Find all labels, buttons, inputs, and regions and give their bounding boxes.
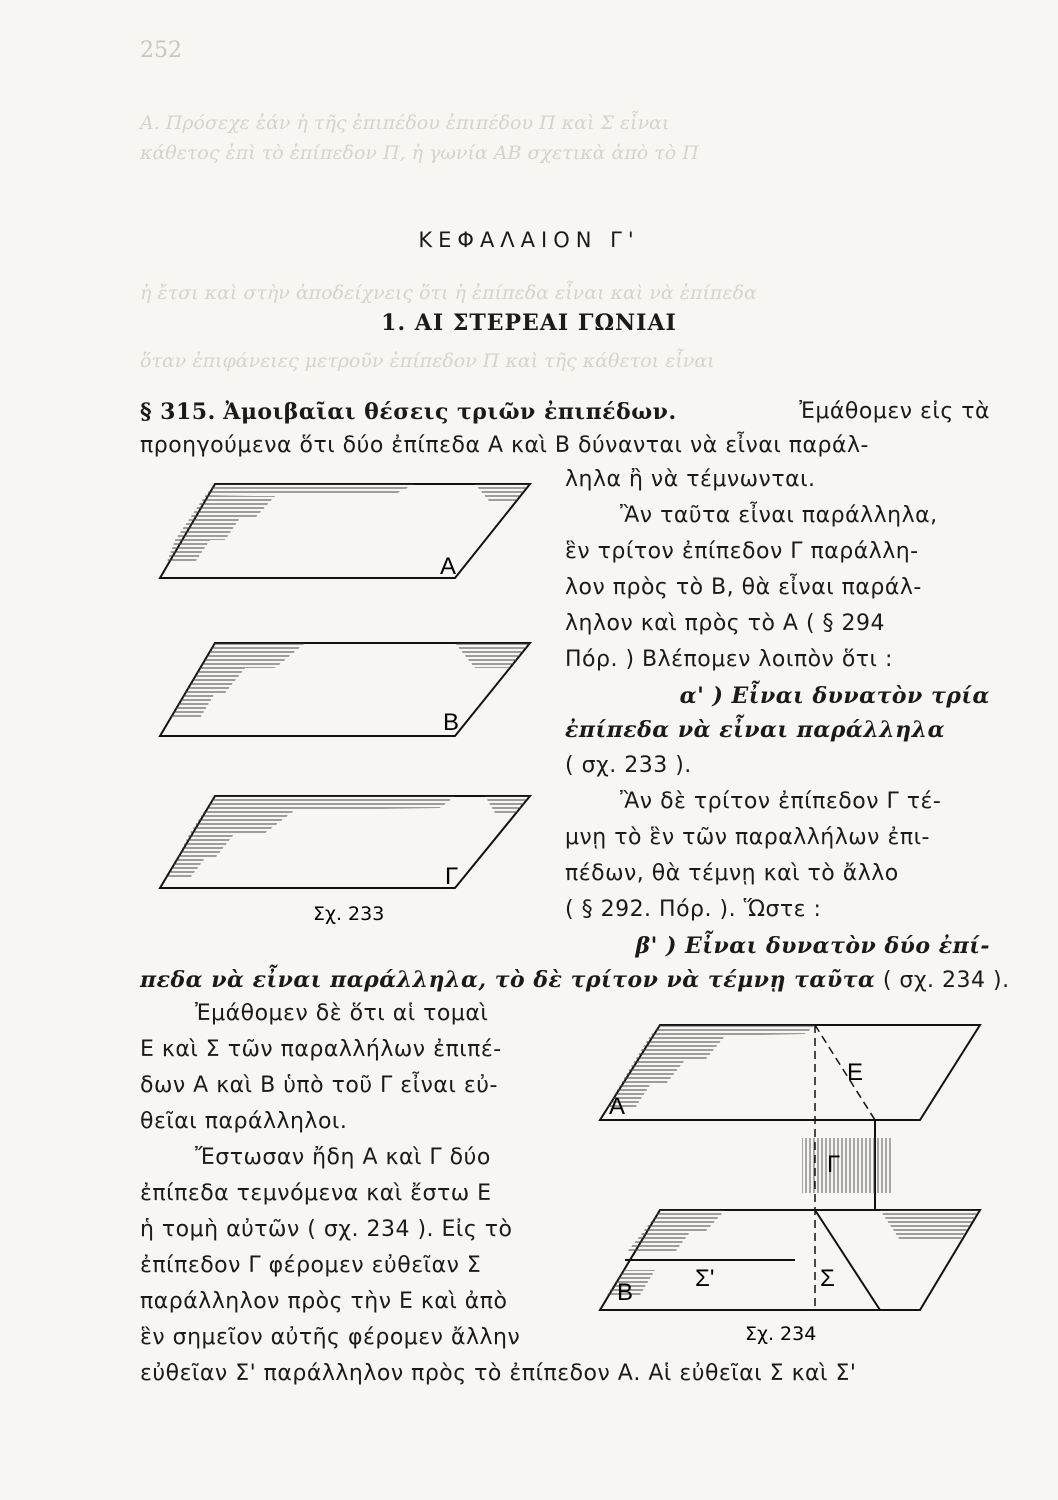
plane-g (160, 796, 530, 888)
text-line: προηγούμενα ὅτι δύο ἐπίπεδα Α καὶ Β δύνανται νὰ εἶναι παράλ- (140, 433, 869, 458)
emphasis-line: α' ) Εἶναι δυνατὸν τρία (679, 683, 990, 709)
plane-a-top (600, 1025, 980, 1120)
text-line (140, 398, 990, 427)
text-span: ( σχ. 234 ). (882, 968, 1010, 993)
text-line: ἓν σημεῖον αὐτῆς φέρομεν ἄλλην (140, 1325, 521, 1350)
text-line: Ἂν ταῦτα εἶναι παράλληλα, (620, 503, 938, 528)
text-line: λον πρὸς τὸ Β, θὰ εἶναι παράλ- (565, 575, 922, 600)
chapter-heading: ΚΕΦΑΛΑΙΟΝ Γ' (418, 228, 640, 252)
text-span: Ἐμάθομεν εἰς τὰ (799, 399, 990, 424)
bleed-through-line: κάθετος ἐπὶ τὸ ἐπίπεδον Π, ἡ γωνία ΑΒ σχετικὰ ἀπὸ τὸ Π (140, 142, 699, 164)
page-number: 252 (140, 38, 182, 63)
text-line: μνῃ τὸ ἓν τῶν παραλλήλων ἐπι- (565, 825, 930, 850)
text-line: ληλα ἢ νὰ τέμνωνται. (565, 467, 816, 492)
text-line (140, 966, 1010, 995)
text-line: ληλον καὶ πρὸς τὸ Α ( § 294 (565, 611, 886, 636)
text-line: θεῖαι παράλληλοι. (140, 1109, 348, 1134)
text-line: πέδων, θὰ τέμνῃ καὶ τὸ ἄλλο (565, 861, 899, 886)
bleed-through-line: ὅταν ἐπιφάνειες μετροῦν ἐπίπεδον Π καὶ τῆς κάθετοι εἶναι (140, 350, 715, 372)
text-line: Πόρ. ) Βλέπομεν λοιπὸν ὅτι : (565, 647, 893, 672)
text-line: Ε καὶ Σ τῶν παραλλήλων ἐπιπέ- (140, 1037, 502, 1062)
text-line: ( σχ. 233 ). (565, 753, 692, 778)
emphasis-line: β' ) Εἶναι δυνατὸν δύο ἐπί- (635, 933, 990, 959)
text-line: ἐπίπεδον Γ φέρομεν εὐθεῖαν Σ (140, 1253, 482, 1278)
plane-a (160, 484, 530, 578)
label-e: Ε (847, 1059, 864, 1086)
bleed-through-line: ἡ ἔτσι καὶ στὴν ἀποδείχνεις ὅτι ἡ ἐπίπεδα εἶναι καὶ νὰ ἐπίπεδα (140, 282, 757, 304)
text-line: εὐθεῖαν Σ' παράλληλον πρὸς τὸ ἐπίπεδον Α. Αἱ εὐθεῖαι Σ καὶ Σ' (140, 1361, 857, 1386)
text-line: Ἐμάθομεν δὲ ὅτι αἱ τομαὶ (195, 1001, 489, 1026)
label-s-prime: Σ' (695, 1265, 715, 1292)
label-b: Β (443, 709, 460, 736)
text-line: ἓν τρίτον ἐπίπεδον Γ παράλλη- (565, 539, 919, 564)
figure-233 (155, 478, 545, 938)
text-line: Ἂν δὲ τρίτον ἐπίπεδον Γ τέ- (620, 789, 942, 814)
text-line: ( § 292. Πόρ. ). Ὥστε : (565, 897, 822, 922)
figure-234 (595, 1020, 990, 1365)
caption-233: Σχ. 233 (313, 903, 385, 925)
caption-234: Σχ. 234 (745, 1323, 817, 1345)
text-line: ἐπίπεδα τεμνόμενα καὶ ἔστω Ε (140, 1181, 492, 1206)
label-b: Β (617, 1279, 634, 1306)
bleed-through-line: Α. Πρόσεχε ἐάν ἡ τῆς ἐπιπέδου ἐπιπέδου Π καὶ Σ εἶναι (140, 112, 670, 134)
section-heading: Ἀμοιβαῖαι θέσεις τριῶν ἐπιπέδων. (223, 399, 677, 425)
label-g: Γ (827, 1151, 841, 1178)
section-number: § 315. (140, 399, 216, 425)
label-g: Γ (445, 863, 459, 890)
text-line: παράλληλον πρὸς τὴν Ε καὶ ἀπὸ (140, 1289, 508, 1314)
plane-b-bottom (600, 1210, 980, 1310)
label-s: Σ (820, 1265, 835, 1292)
label-a: Α (440, 553, 457, 580)
text-line: ἡ τομὴ αὐτῶν ( σχ. 234 ). Εἰς τὸ (140, 1217, 513, 1242)
plane-b (160, 643, 530, 736)
emphasis-span: πεδα νὰ εἶναι παράλληλα, τὸ δὲ τρίτον νὰ τέμνῃ ταῦτα (140, 967, 876, 993)
text-line: δων Α καὶ Β ὑπὸ τοῦ Γ εἶναι εὐ- (140, 1073, 498, 1098)
text-line: Ἔστωσαν ἤδη Α καὶ Γ δύο (195, 1145, 491, 1170)
label-a: Α (609, 1093, 626, 1120)
emphasis-line: ἐπίπεδα νὰ εἶναι παράλληλα (565, 717, 946, 743)
section-title: 1. ΑΙ ΣΤΕΡΕΑΙ ΓΩΝΙΑΙ (381, 310, 677, 336)
